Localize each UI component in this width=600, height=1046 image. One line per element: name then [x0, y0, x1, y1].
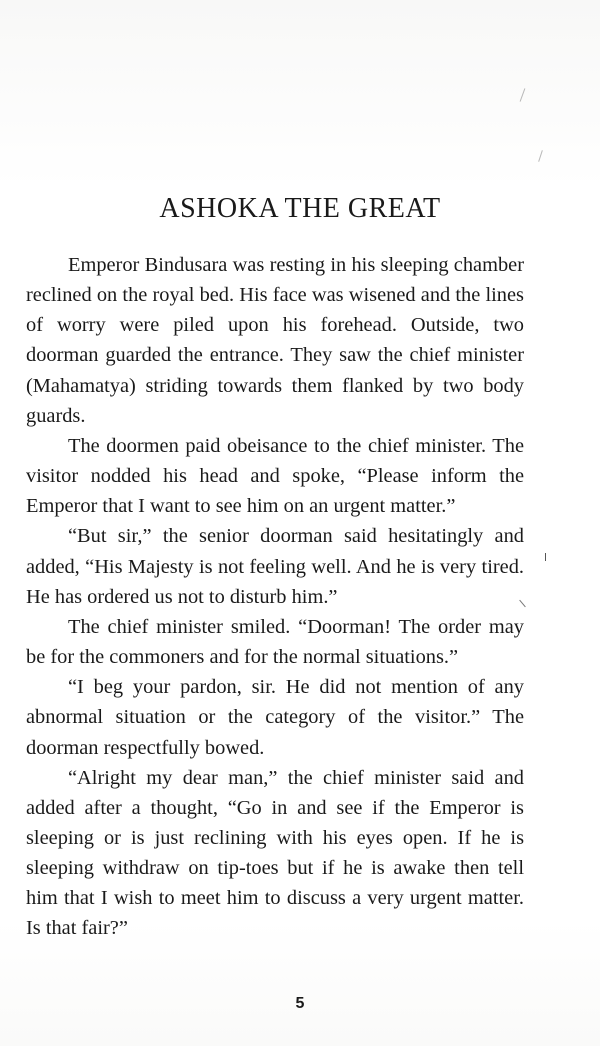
- paragraph: “But sir,” the senior doorman said hesitatingly and added, “His Majesty is not feeling well. And he is very tired. He has ordered us not to disturb him.”: [26, 525, 524, 608]
- scan-mark: [538, 150, 543, 162]
- paragraph: Emperor Bindusara was resting in his sleeping chamber reclined on the royal bed. His face was wisened and the lines of worry were piled upon his forehead. Outside, two doorman guarded the entrance. They saw the chief minister (Mahamatya) striding towards them flanked by two body guards.: [26, 254, 524, 427]
- body-text: [26, 250, 524, 944]
- paragraph: “I beg your pardon, sir. He did not mention of any abnormal situation or the category of the visitor.” The doorman respectfully bowed.: [26, 676, 524, 759]
- scan-mark: [545, 553, 546, 561]
- page-number: 5: [295, 995, 305, 1012]
- paragraph: The doormen paid obeisance to the chief minister. The visitor nodded his head and spoke, “Please inform the Emperor that I want to see him on an urgent matter.”: [26, 434, 524, 518]
- paragraph: The chief minister smiled. “Doorman! The order may be for the commoners and for the normal situations.”: [26, 615, 524, 669]
- scan-mark: [520, 88, 526, 101]
- paragraph: “Alright my dear man,” the chief minister said and added after a thought, “Go in and see if the Emperor is sleeping or is just reclining with his eyes open. If he is sleeping withdraw on tip-toes but if he is awake then tell him that I wish to meet him to discuss a very urgent matter. Is that fair?”: [26, 766, 524, 940]
- chapter-title: ASHOKA THE GREAT: [159, 193, 441, 224]
